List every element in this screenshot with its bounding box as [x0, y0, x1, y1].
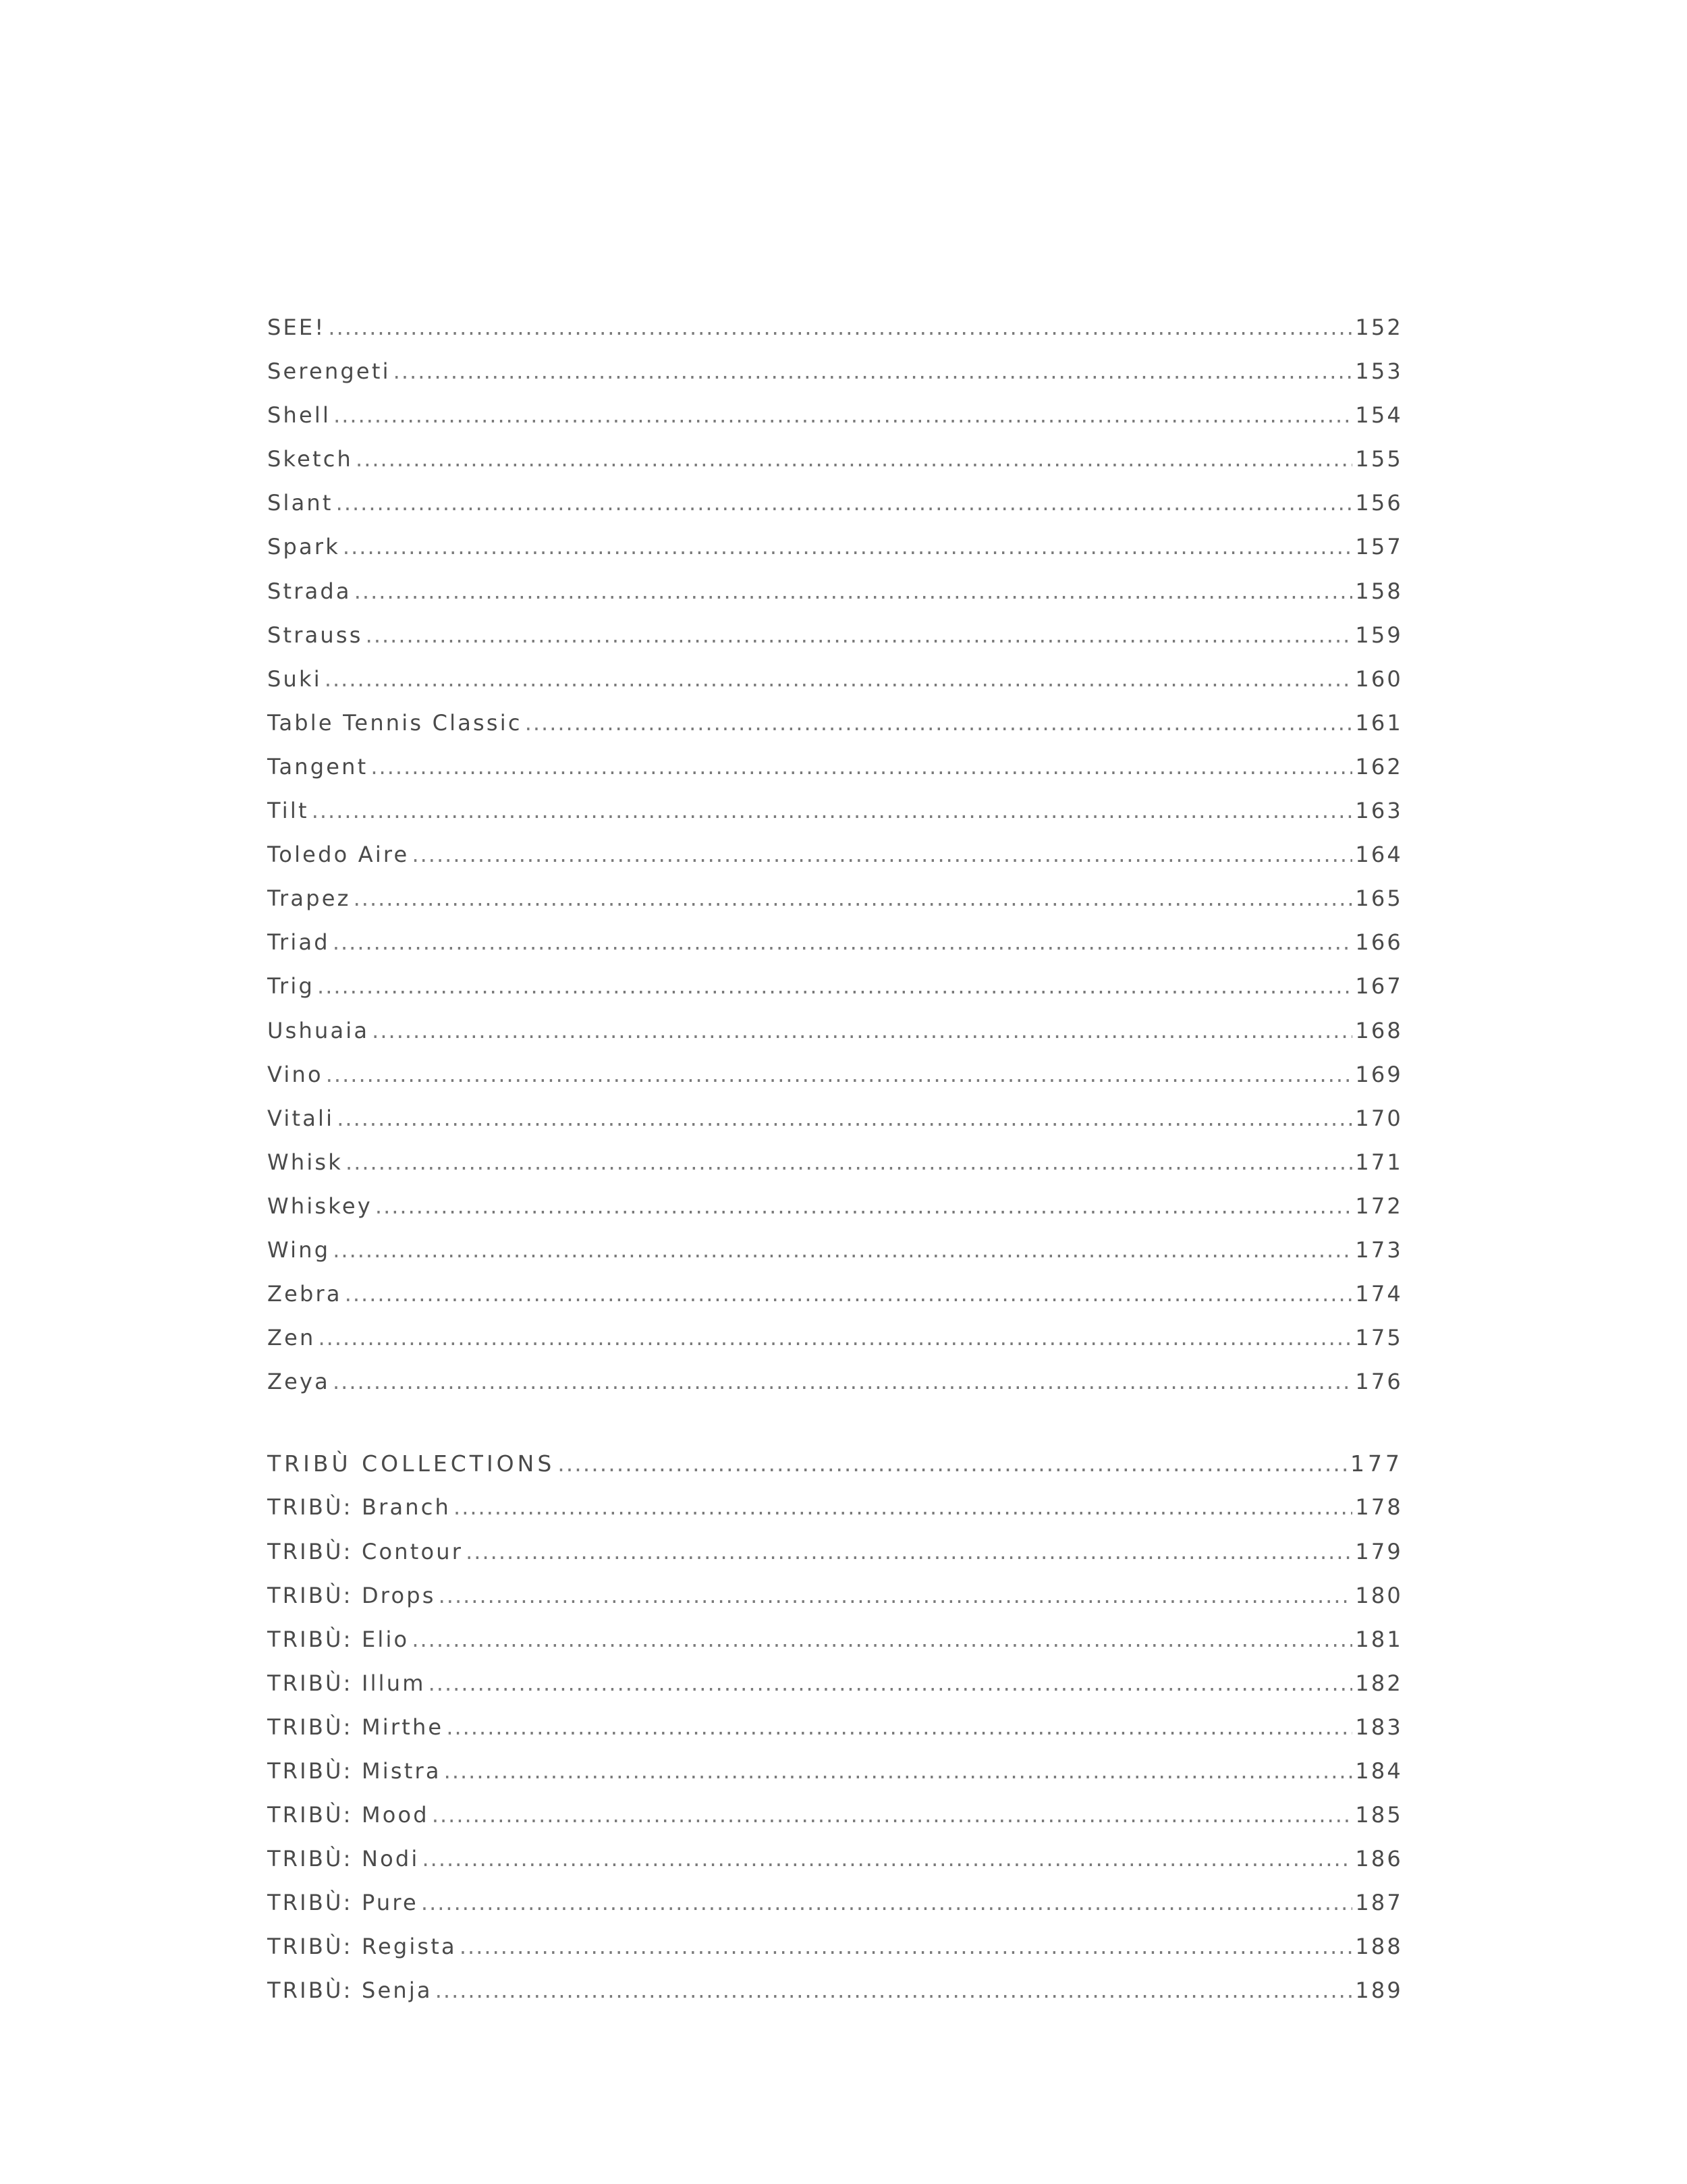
toc-entry[interactable] [267, 1369, 1403, 1413]
dot-leader [557, 1450, 1348, 1477]
toc-entry-page-number: 188 [1355, 1934, 1403, 1960]
toc-entry[interactable] [267, 973, 1403, 1017]
toc-entry-page-number: 152 [1355, 315, 1403, 340]
toc-entry-page-number: 187 [1355, 1890, 1403, 1916]
toc-entry-page-number: 175 [1355, 1325, 1403, 1351]
toc-entry-title: Zebra [267, 1281, 342, 1307]
toc-entry-title: Trig [267, 973, 315, 1000]
toc-entry-page-number: 153 [1355, 358, 1403, 385]
toc-entry-title: TRIBÙ: Mirthe [267, 1714, 444, 1740]
toc-entry-page-number: 185 [1355, 1802, 1403, 1828]
dot-leader [375, 1193, 1352, 1219]
dot-leader [354, 578, 1353, 604]
toc-entry-page-number: 173 [1355, 1236, 1403, 1263]
dot-leader [446, 1714, 1352, 1740]
dot-leader [370, 754, 1352, 780]
toc-entry-title: TRIBÙ: Branch [267, 1494, 451, 1521]
toc-entry[interactable] [267, 798, 1403, 842]
toc-entry-page-number: 161 [1355, 709, 1403, 736]
dot-leader [372, 1018, 1352, 1043]
toc-entry-page-number: 186 [1355, 1846, 1403, 1872]
dot-leader [333, 402, 1352, 428]
toc-entry[interactable] [267, 315, 1403, 358]
dot-leader [460, 1934, 1352, 1959]
toc-entry-title: TRIBÙ: Pure [267, 1890, 418, 1916]
dot-leader [333, 929, 1353, 955]
toc-entry[interactable] [267, 1890, 1403, 1934]
toc-entry-page-number: 165 [1355, 885, 1403, 912]
toc-entry-page-number: 179 [1355, 1538, 1403, 1564]
toc-entry-title: Wing [267, 1236, 331, 1263]
toc-entry[interactable] [267, 929, 1403, 973]
toc-entry[interactable] [267, 446, 1403, 490]
dot-leader [525, 710, 1353, 736]
toc-entry-title: Sketch [267, 446, 354, 472]
toc-entry-title: Vitali [267, 1105, 335, 1131]
dot-leader [317, 973, 1352, 999]
toc-entry[interactable] [267, 666, 1403, 710]
dot-leader [412, 842, 1352, 867]
toc-entry[interactable] [267, 1670, 1403, 1714]
toc-entry-title: Shell [267, 402, 331, 429]
toc-entry-page-number: 158 [1355, 578, 1403, 604]
dot-leader [421, 1890, 1352, 1915]
toc-entry[interactable] [267, 1494, 1403, 1538]
dot-leader [366, 622, 1353, 648]
toc-entry-title: Triad [267, 929, 330, 956]
toc-entry-page-number: 169 [1355, 1061, 1403, 1087]
toc-entry-title: Whisk [267, 1149, 343, 1175]
toc-entry[interactable] [267, 1758, 1403, 1802]
toc-entry-title: Trapez [267, 885, 351, 912]
toc-entry-page-number: 176 [1355, 1369, 1403, 1395]
toc-entry-title: Strada [267, 578, 352, 604]
toc-entry-title: TRIBÙ: Drops [267, 1582, 436, 1608]
toc-entry[interactable] [267, 710, 1403, 754]
toc-entry-title: Whiskey [267, 1193, 372, 1219]
toc-entry-title: Slant [267, 490, 333, 516]
dot-leader [333, 1237, 1352, 1263]
toc-entry-page-number: 189 [1355, 1977, 1403, 2004]
toc-entry-page-number: 171 [1355, 1149, 1403, 1175]
toc-entry-page-number: 170 [1355, 1105, 1403, 1131]
toc-entry-title: SEE! [267, 315, 326, 340]
toc-entry-page-number: 178 [1355, 1494, 1403, 1521]
toc-entry-title: TRIBÙ: Senja [267, 1977, 433, 2004]
toc-entry[interactable] [267, 358, 1403, 402]
dot-leader [432, 1802, 1352, 1828]
toc-entry[interactable] [267, 1802, 1403, 1846]
toc-entry[interactable] [267, 1149, 1403, 1193]
toc-entry-title: TRIBÙ: Mood [267, 1802, 429, 1828]
toc-entry[interactable] [267, 1018, 1403, 1062]
toc-entry-title: Strauss [267, 622, 363, 648]
toc-entry[interactable] [267, 402, 1403, 446]
toc-entry-page-number: 184 [1355, 1758, 1403, 1784]
section-spacer [267, 1413, 1403, 1450]
toc-entry-page-number: 160 [1355, 665, 1403, 692]
toc-entry-title: Zeya [267, 1369, 330, 1395]
dot-leader [326, 1062, 1353, 1087]
toc-entry-page-number: 166 [1355, 929, 1403, 956]
toc-entry[interactable] [267, 1977, 1403, 2021]
toc-entry-page-number: 183 [1355, 1714, 1403, 1740]
toc-entry-title: Spark [267, 534, 340, 560]
toc-list-products [267, 315, 1403, 1413]
toc-entry[interactable] [267, 578, 1403, 622]
toc-entry[interactable] [267, 1846, 1403, 1890]
toc-entry-page-number: 174 [1355, 1281, 1403, 1307]
toc-entry-page-number: 181 [1355, 1626, 1403, 1652]
dot-leader [319, 1325, 1353, 1350]
toc-entry-page-number: 159 [1355, 622, 1403, 648]
dot-leader [422, 1846, 1352, 1872]
dot-leader [345, 1149, 1352, 1175]
dot-leader [412, 1627, 1352, 1652]
toc-entry-title: Ushuaia [267, 1017, 370, 1043]
toc-entry-title: Tangent [267, 753, 368, 780]
toc-entry[interactable] [267, 754, 1403, 798]
toc-section-heading[interactable] [267, 1450, 1403, 1494]
toc-entry-title: Suki [267, 665, 322, 692]
toc-entry[interactable] [267, 1193, 1403, 1237]
toc-entry[interactable] [267, 1539, 1403, 1583]
toc-entry-title: TRIBÙ: Elio [267, 1626, 410, 1652]
dot-leader [337, 1105, 1352, 1131]
toc-entry-title: Table Tennis Classic [267, 709, 522, 736]
toc-entry-title: Vino [267, 1061, 323, 1087]
toc-entry-title: Toledo Aire [267, 842, 410, 868]
toc-entry-title: TRIBÙ: Illum [267, 1670, 426, 1696]
toc-entry[interactable] [267, 1934, 1403, 1977]
toc-entry[interactable] [267, 1325, 1403, 1369]
toc-list-tribu-collections [267, 1494, 1403, 2021]
dot-leader [354, 885, 1353, 911]
toc-entry-title: TRIBÙ: Regista [267, 1934, 457, 1960]
toc-entry-page-number: 167 [1355, 973, 1403, 1000]
toc-entry-page-number: 164 [1355, 842, 1403, 868]
toc-entry[interactable] [267, 1714, 1403, 1758]
toc-entry-title: Zen [267, 1325, 316, 1351]
toc-entry-page-number: 163 [1355, 798, 1403, 824]
toc-entry-title: TRIBÙ: Contour [267, 1538, 464, 1564]
toc-entry[interactable] [267, 1281, 1403, 1325]
toc-section-heading-label: TRIBÙ COLLECTIONS [267, 1450, 555, 1477]
toc-entry-page-number: 162 [1355, 753, 1403, 780]
dot-leader [345, 1281, 1353, 1307]
toc-entry[interactable] [267, 1583, 1403, 1627]
dot-leader [325, 666, 1352, 692]
toc-entry-page-number: 157 [1355, 534, 1403, 560]
toc-entry-page-number: 154 [1355, 402, 1403, 429]
toc-entry[interactable] [267, 1627, 1403, 1670]
toc-entry-title: TRIBÙ: Nodi [267, 1846, 420, 1872]
toc-entry-title: TRIBÙ: Mistra [267, 1758, 441, 1784]
toc-entry[interactable] [267, 490, 1403, 534]
dot-leader [336, 490, 1353, 516]
dot-leader [439, 1583, 1353, 1608]
toc-entry-title: Tilt [267, 798, 309, 824]
dot-leader [435, 1977, 1353, 2003]
toc-entry-page-number: 182 [1355, 1670, 1403, 1696]
toc-entry[interactable] [267, 534, 1403, 578]
toc-entry[interactable] [267, 622, 1403, 666]
dot-leader [356, 446, 1352, 472]
toc-entry[interactable] [267, 885, 1403, 929]
toc-entry[interactable] [267, 1062, 1403, 1105]
toc-section-heading-page: 177 [1350, 1450, 1403, 1477]
dot-leader [328, 315, 1352, 340]
toc-entry-page-number: 180 [1355, 1582, 1403, 1608]
dot-leader [466, 1539, 1352, 1564]
toc-entry-page-number: 168 [1355, 1017, 1403, 1043]
toc-entry[interactable] [267, 1105, 1403, 1149]
dot-leader [453, 1494, 1352, 1520]
dot-leader [444, 1758, 1353, 1784]
toc-entry-title: Serengeti [267, 358, 391, 385]
dot-leader [428, 1670, 1353, 1696]
toc-entry-page-number: 155 [1355, 446, 1403, 472]
dot-leader [333, 1369, 1352, 1394]
dot-leader [312, 798, 1353, 823]
toc-entry[interactable] [267, 842, 1403, 885]
toc-entry[interactable] [267, 1237, 1403, 1281]
toc-entry-page-number: 156 [1355, 490, 1403, 516]
dot-leader [343, 534, 1352, 559]
toc-entry-page-number: 172 [1355, 1193, 1403, 1219]
table-of-contents [267, 315, 1403, 2022]
dot-leader [393, 358, 1353, 384]
